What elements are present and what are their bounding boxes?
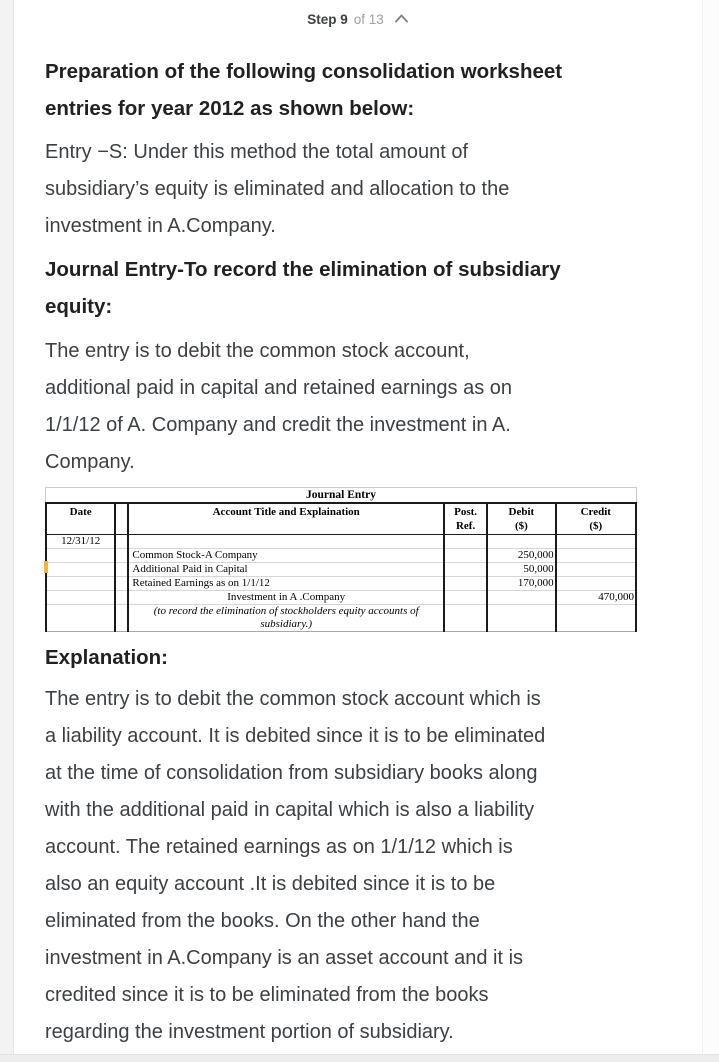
text-line: also an equity account .It is debited since it is to be (45, 872, 496, 895)
cell-post-ref (444, 548, 487, 562)
cell-post-ref (444, 604, 487, 631)
cell-spacer (115, 562, 128, 576)
paragraph-explanation (45, 681, 702, 1051)
text-line: Entry −S: Under this method the total amount of (45, 141, 469, 163)
solution-card (14, 0, 702, 1054)
text-line: a liability account. It is debited since it is to be eliminated (45, 724, 546, 747)
text-line: eliminated from the books. On the other hand the (45, 909, 480, 932)
table-row (46, 604, 636, 631)
cell-date (46, 562, 115, 576)
cell-post-ref (444, 562, 487, 576)
heading-journal-entry (45, 251, 702, 325)
col-header-post-ref (444, 503, 487, 534)
cell-post-ref (444, 534, 487, 548)
cell-credit (556, 604, 636, 631)
cell-date (46, 590, 115, 604)
text-line: investment in A.Company. (45, 215, 276, 237)
step-header[interactable] (14, 0, 702, 29)
cell-credit: 470,000 (556, 590, 636, 604)
text-line: Ref. (455, 520, 476, 532)
step-total: of 13 (353, 12, 384, 27)
cell-account: Common Stock-A Company (128, 548, 444, 562)
cell-account: Investment in A .Company (128, 590, 444, 604)
paragraph-entry-s (45, 134, 702, 245)
text-line: The entry is to debit the common stock account which is (45, 687, 541, 710)
step-content (14, 29, 702, 1051)
cell-debit: 170,000 (487, 576, 555, 590)
text-line: with the additional paid in capital which is also a liability (45, 798, 535, 821)
text-line: subsidiary’s equity is eliminated and allocation to the (45, 178, 510, 200)
cell-credit (556, 562, 636, 576)
cell-account: Retained Earnings as on 1/1/12 (128, 576, 444, 590)
cell-date (46, 576, 115, 590)
text-line: Explanation: (45, 645, 169, 669)
right-gutter (702, 0, 719, 1054)
col-header-spacer (115, 503, 128, 534)
cell-account-note: (to record the elimination of stockholders equity accounts of subsidiary.) (128, 604, 444, 631)
cell-spacer (115, 534, 128, 548)
heading-preparation (45, 53, 702, 127)
text-line: additional paid in capital and retained earnings as on (45, 377, 513, 399)
table-title: Journal Entry (45, 487, 637, 502)
text-line: ($) (514, 520, 528, 532)
text-line: Journal Entry-To record the elimination of subsidiary (45, 258, 561, 281)
col-header-account: Account Title and Explaination (128, 503, 444, 534)
cell-post-ref (444, 576, 487, 590)
bottom-divider-bar (0, 1054, 719, 1062)
table-row (46, 590, 636, 604)
cell-date (46, 604, 115, 631)
cell-spacer (115, 590, 128, 604)
text-line: The entry is to debit the common stock account, (45, 340, 470, 362)
paragraph-entry-description (45, 333, 702, 481)
table-row (46, 548, 636, 562)
text-line: Preparation of the following consolidation worksheet (45, 60, 563, 83)
cell-account: Additional Paid in Capital (128, 562, 444, 576)
text-line: Debit (508, 506, 535, 518)
cell-spacer (115, 604, 128, 631)
text-line: investment in A.Company is an asset account and it is (45, 946, 524, 969)
cell-credit (556, 534, 636, 548)
col-header-debit (487, 503, 555, 534)
text-line: regarding the investment portion of subsidiary. (45, 1020, 454, 1043)
cell-debit (487, 534, 555, 548)
cell-credit (556, 548, 636, 562)
step-label: Step 9 (307, 12, 348, 27)
col-header-date: Date (46, 503, 115, 534)
highlight-mark (44, 561, 48, 573)
cell-debit: 50,000 (487, 562, 555, 576)
cell-spacer (115, 548, 128, 562)
cell-date: 12/31/12 (46, 534, 115, 548)
text-line: ($) (589, 520, 603, 532)
cell-post-ref (444, 590, 487, 604)
text-line: account. The retained earnings as on 1/1/12 which is (45, 835, 513, 858)
text-line: entries for year 2012 as shown below: (45, 97, 415, 120)
text-line: Credit (580, 506, 611, 518)
col-header-credit (556, 503, 636, 534)
table-row (46, 534, 636, 548)
text-line: Post. (454, 506, 478, 518)
cell-debit (487, 604, 555, 631)
text-line: at the time of consolidation from subsidiary books along (45, 761, 538, 784)
text-line: credited since it is to be eliminated from the books (45, 983, 489, 1006)
table-row (46, 562, 636, 576)
cell-spacer (115, 576, 128, 590)
journal-entry-table (45, 487, 637, 632)
table-row (46, 576, 636, 590)
cell-debit (487, 590, 555, 604)
cell-debit: 250,000 (487, 548, 555, 562)
text-line: equity: (45, 295, 113, 318)
text-line: 1/1/12 of A. Company and credit the investment in A. (45, 414, 511, 436)
table-header-row (46, 503, 636, 534)
text-line: Company. (45, 451, 135, 473)
chevron-up-icon[interactable] (394, 12, 409, 27)
left-gutter (0, 0, 14, 1054)
cell-account (128, 534, 444, 548)
cell-credit (556, 576, 636, 590)
heading-explanation (45, 639, 702, 676)
cell-date (46, 548, 115, 562)
